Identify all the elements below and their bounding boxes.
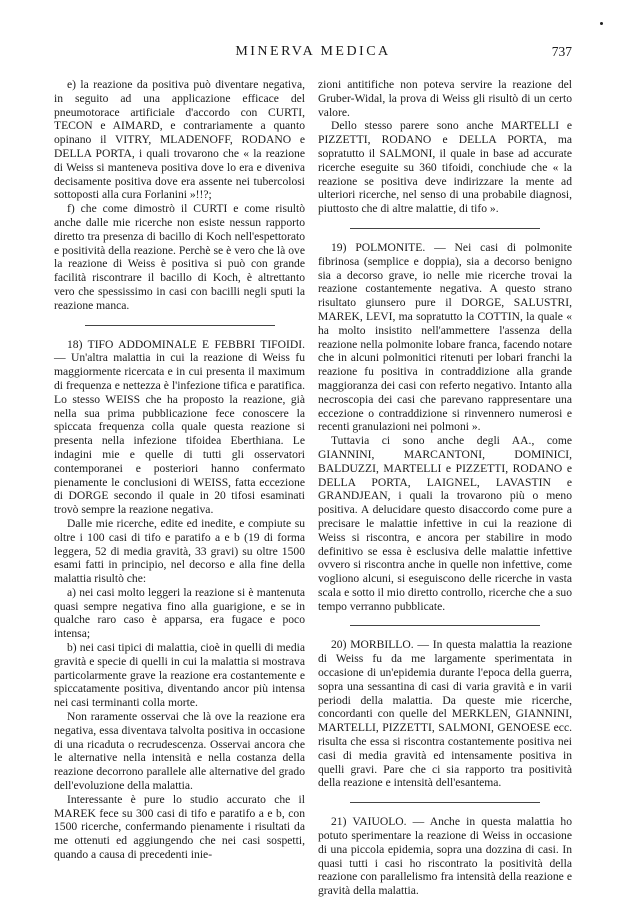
paragraph-point-b: b) nei casi tipici di malattia, cioè in quelli di media gravità e specie di quelli in cui la malattia si mostrava particolarmente grave la reazione era costantemente e spiccatamente positiva, diventando ancor più intensa nei casi terminanti colla morte. [54, 641, 305, 710]
paragraph-point-a: a) nei casi molto leggeri la reazione si è mantenuta quasi sempre negativa fino alla guarigione, e se in qualche raro caso è apparsa, era fugace e poco intensa; [54, 585, 305, 641]
section-divider [350, 625, 540, 626]
section-18-typhoid: 18) TIFO ADDOMINALE E FEBBRI TIFOIDI. — Un'altra malattia in cui la reazione di Weiss fu maggiormente ricercata e in cui presenta il maximum di frequenza e nettezza è l'infezione tifica e paratifica. Lo stesso WEISS che ha proposto la reazione, già nella sua prima pubblicazione fece conoscere la spiccata frequenza colla quale questa reazione si presenta nella infezione tifoidea Eberthiana. Le indagini mie e quelle di tutti gli osservatori contemporanei e posteriori hanno confermato pienamente le conclusioni di WEISS, fatta eccezione di DORGE secondo il quale in 20 tifosi esaminati trovò sempre la reazione negativa. [54, 337, 305, 517]
section-divider [350, 802, 540, 803]
section-21-smallpox: 21) VAIUOLO. — Anche in questa malattia ho potuto sperimentare la reazione di Weiss in occasione di una piccola epidemia, sopra una dozzina di casi. In quasi tutti i casi ho riscontrato la positività della reazione con parallelismo fra intensità della reazione e gravità della malattia. [318, 815, 572, 898]
section-divider [85, 325, 275, 326]
paragraph-other-authors: Tuttavia ci sono anche degli AA., come GIANNINI, MARCANTONI, DOMINICI, BALDUZZI, MARTELLI e PIZZETTI, RODANO e DELLA PORTA, LAIGNEL, LAVASTIN e GRANDJEAN, i quali la trovarono più o meno positiva. A delucidare questo disaccordo come pure a precisare le malattie infettive in cui la reazione di Weiss si riscontra, e ancora per stabilire in modo definitivo se essa è esclusiva delle malattie infettive ovvero si riscontra anche in quelle non infettive, come vogliono alcuni, si eseguiscono delle ricerche in vasta scala e sotto il mio diretto controllo, ricerche che a suo tempo verranno pubblicate. [318, 434, 573, 613]
paragraph-research-results: Dalle mie ricerche, edite ed inedite, e compiute su oltre i 100 casi di tifo e paratifo a e b (19 di forma leggera, 52 di media gravità, 33 gravi) su oltre 1500 esami fatti in principio, nel decorso e alla fine della malattia risultò che: [54, 516, 305, 586]
paragraph-point-f: f) che come dimostrò il CURTI e come risultò anche dalle mie ricerche non esiste nessun rapporto diretto tra presenza di bacillo di Koch nell'espettorato e positività della reazione. Perchè se è vero che là ove la reazione di Weiss è positiva si può con grande facilità riscontrare il bacillo di Koch, è altrettanto vero che spessissimo in casi con bacilli negli sputi la reazione manca. [54, 202, 305, 312]
paragraph-salmoni: Dello stesso parere sono anche MARTELLI e PIZZETTI, RODANO e DELLA PORTA, ma sopratutto il SALMONI, il quale in base ad accurate ricerche eseguite su 360 tifoidi, conchiude che « la reazione se positiva deve indirizzare la mente ad ulteriori ricerche, nel senso di una probabile diagnosi, piuttosto che di altre malattie, di tifo ». [318, 119, 572, 216]
section-20-measles: 20) MORBILLO. — In questa malattia la reazione di Weiss fu da me largamente sperimentata in occasione di un'epidemia durante l'epoca della guerra, sopra una sessantina di casi di varia gravità e in varii periodi della malattia. Da queste mie ricerche, concordanti con quelle del MERKLEN, GIANNINI, MARTELLI, PIZZETTI, SALMONI, GENOESE ecc. risulta che essa si riscontra costantemente positiva nei casi di media gravità ed intensamente positiva in quelli gravi. Pare che ci sia rapporto tra positività della reazione e intensità dell'esantema. [318, 638, 572, 790]
section-divider [350, 228, 540, 229]
left-column [54, 78, 305, 862]
paragraph-continuation: zioni antitifiche non poteva servire la reazione del Gruber-Widal, la prova di Weiss gli risultò di un certo valore. [318, 78, 572, 119]
paragraph-point-e: e) la reazione da positiva può diventare negativa, in seguito ad una applicazione efficace del pneumotorace artificiale d'accordo con CURTI, TECON e AIMARD, e contrariamente a quanto opinano il VITRY, MLADENOFF, RODANO e DELLA PORTA, i quali trovarono che « la reazione di Weiss si manteneva positiva dove lo era e diveniva decisamente positiva dove era assente nei tubercolosi sottoposti alla cura Forlanini »!!?; [54, 78, 305, 202]
paragraph-marek: Interessante è pure lo studio accurato che il MAREK fece su 300 casi di tifo e paratifo a e b, con 1500 ricerche, confermando pienamente i risultati da me ottenuti ed aggiungendo che nei casi sospetti, quando a causa di precedenti inie- [54, 792, 305, 862]
print-mark [600, 22, 603, 25]
paragraph-relapse: Non raramente osservai che là ove la reazione era negativa, essa diventava talvolta positiva in occasione di una ricaduta o recrudescenza. Osservai ancora che le alternative nella intensità e nella costanza della reazione decorrono parallele alle alternative del grado dell'evoluzione della malattia. [54, 710, 305, 793]
running-header [54, 42, 572, 62]
page-number: 737 [551, 44, 572, 59]
journal-title: MINERVA MEDICA [235, 44, 391, 59]
right-column [318, 78, 572, 898]
section-19-pneumonia: 19) POLMONITE. — Nei casi di polmonite fibrinosa (semplice e doppia), sia a decorso benigno sia a decorso grave, io nelle mie ricerche trovai la reazione costantemente negativa. A questo strano risultato giunsero pure il DORGE, SALUSTRI, MAREK, LEVI, ma sopratutto la COTTIN, la quale « ha molto insistito nell'ammettere l'assenza della reazione nella polmonite lobare franca, facendo notare che in alcuni polmonitici ritenuti per lobari franchi la reazione fu positiva in contraddizione alla grande maggioranza dei casi con referto negativo. Intanto alla necroscopia dei casi che parevano rappresentare una eccezione o contraddizione si rinvennero numerosi e recenti granulazioni nei polmoni ». [318, 240, 572, 434]
